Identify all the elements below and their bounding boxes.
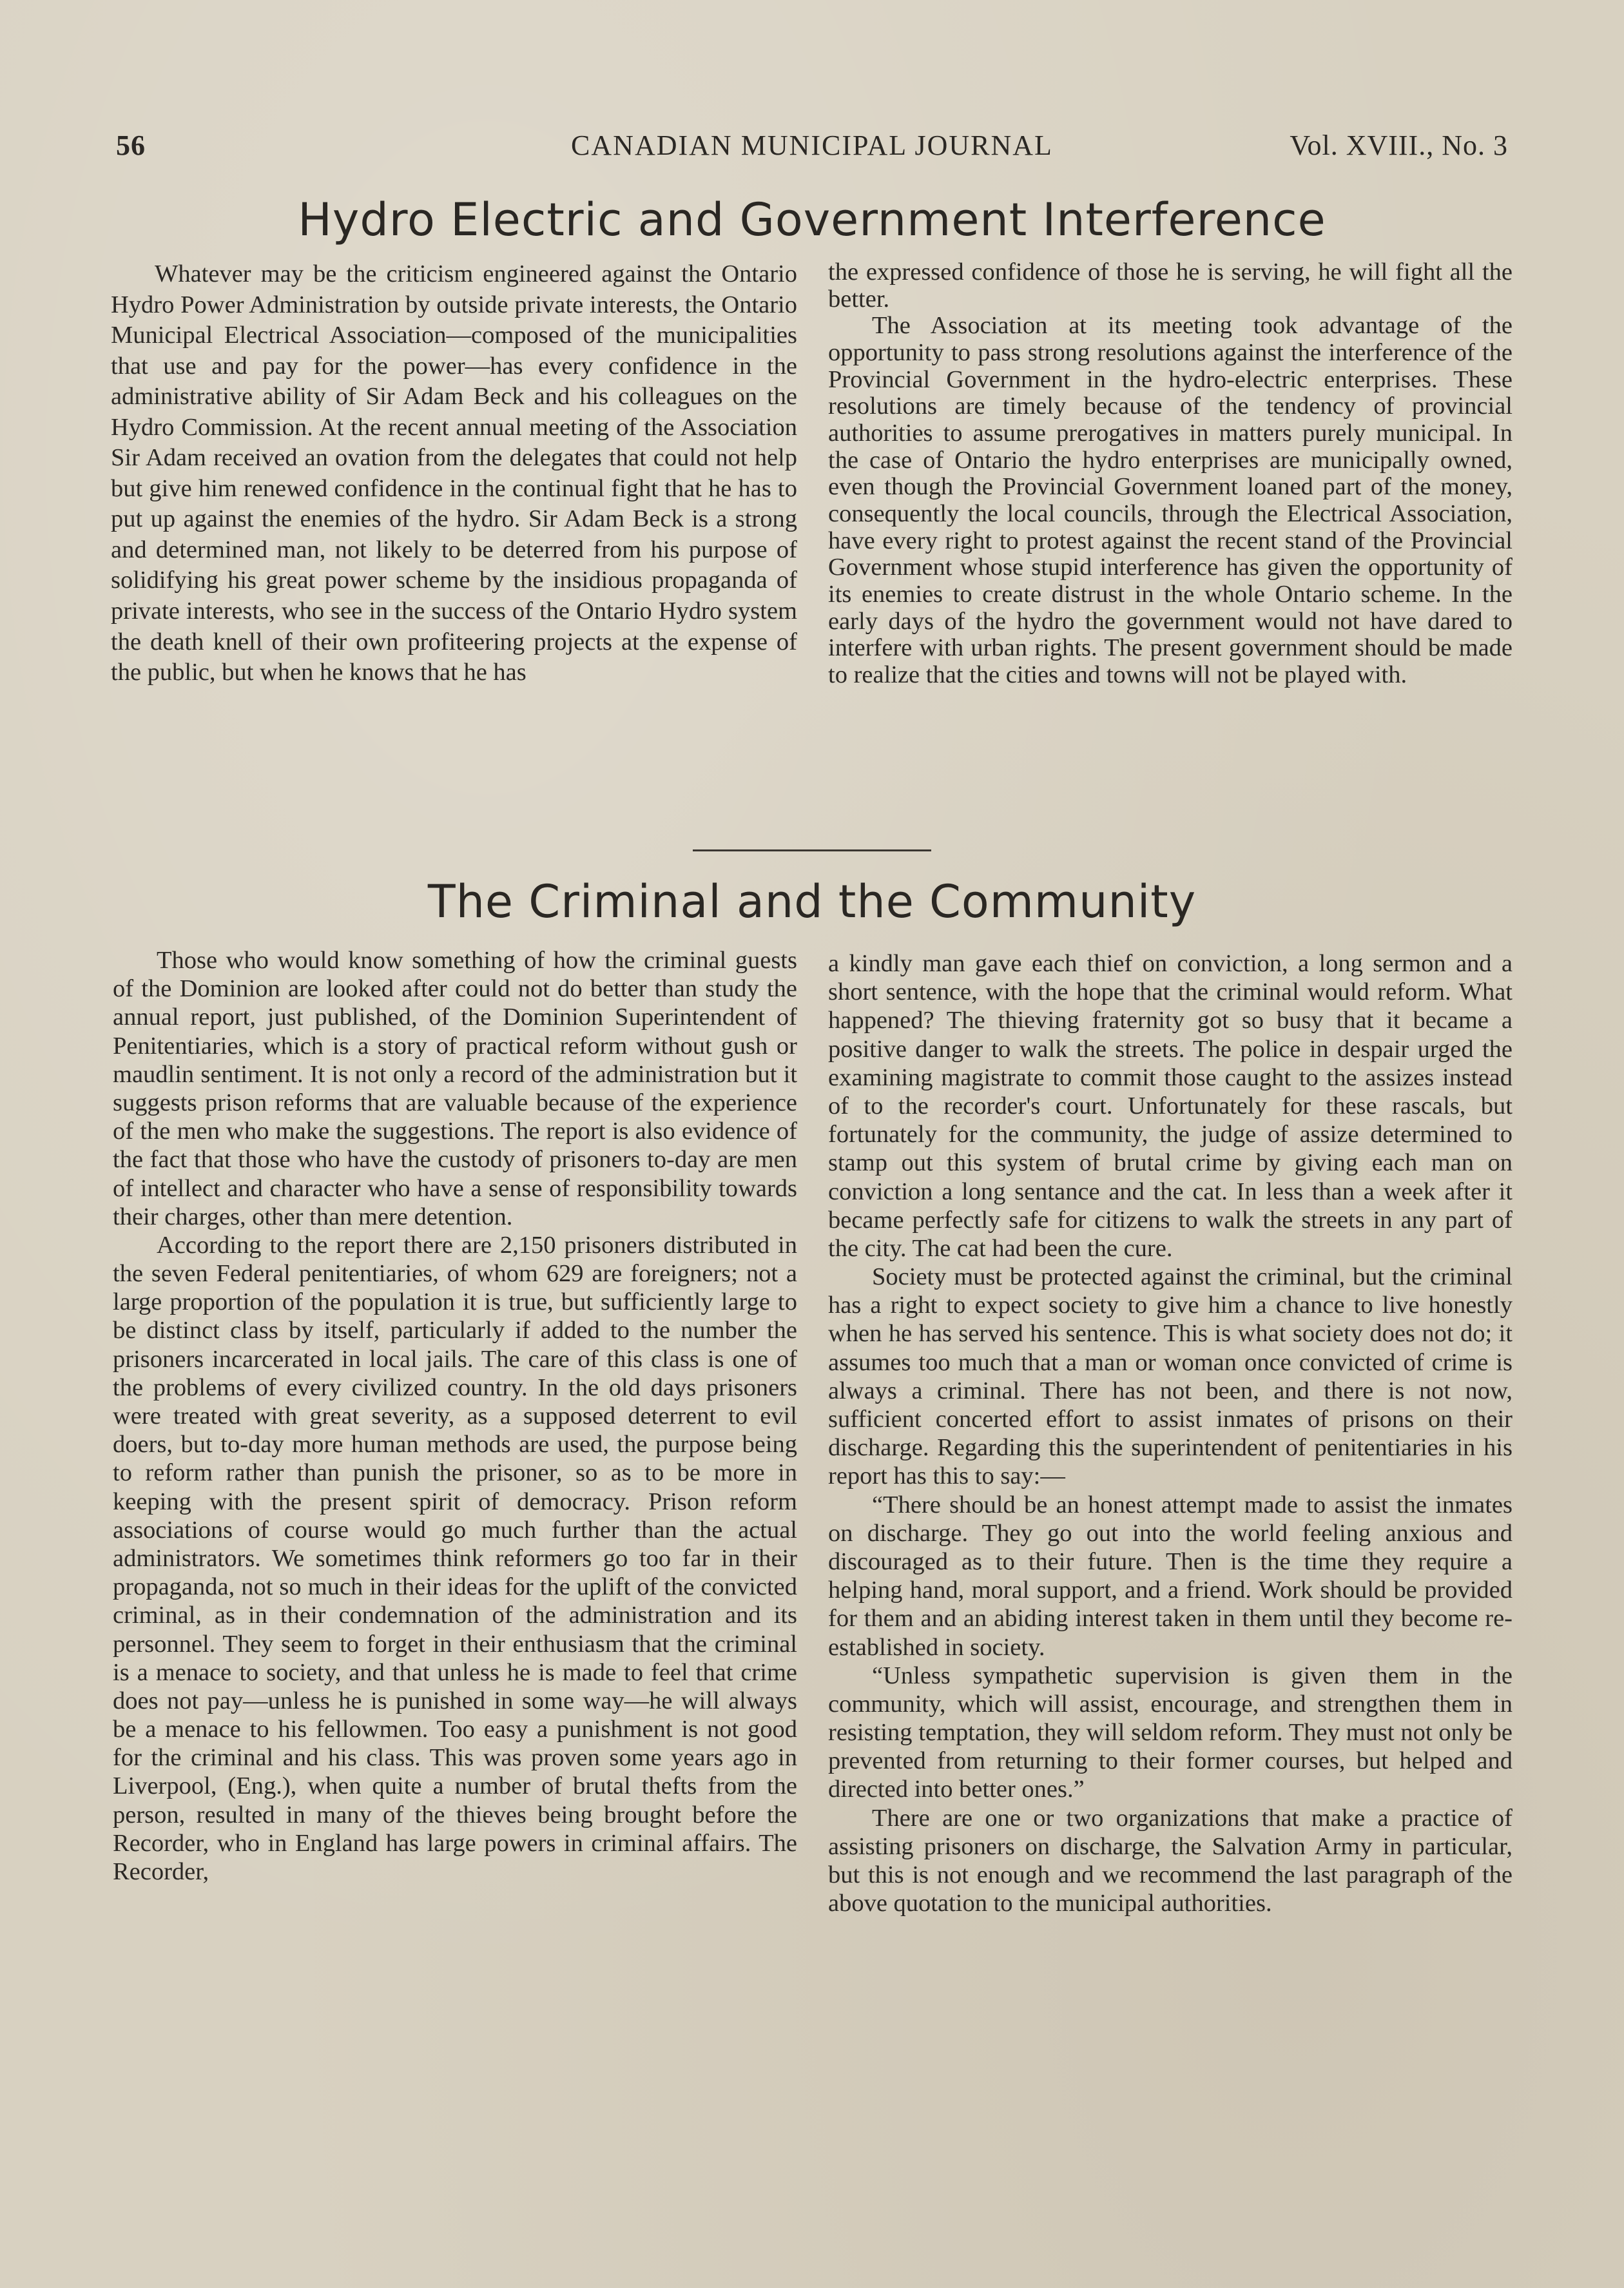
paragraph: There are one or two organizations that make a practice of assisting prisoners on discharge, the Salvation Army in particular, but this is not enough and we recommend the last paragraph of the above quotation to the municipal authorities.: [828, 1804, 1513, 1917]
article-title-hydro: Hydro Electric and Government Interference: [298, 193, 1326, 246]
paragraph: “Unless sympathetic supervision is given them in the community, which will assist, encourage, and strengthen them in resisting temptation, they will seldom reform. They must not only be prevented from returning to their former courses, but helped and directed into better ones.”: [828, 1662, 1513, 1803]
paragraph: Whatever may be the criticism engineered against the Ontario Hydro Power Administration by outside private interests, the Ontario Municipal Electrical Association—composed of the municipalities that use and pay for the power—has every confidence in the administrative ability of Sir Adam Beck and his colleagues on the Hydro Commission. At the recent annual meeting of the Association Sir Adam received an ovation from the delegates that could not help but give him renewed confidence in the continual fight that he has to put up against the enemies of the hydro. Sir Adam Beck is a strong and determined man, not likely to be deterred from his purpose of solidifying his great power scheme by the insidious propaganda of private interests, who see in the success of the Ontario Hydro system the death knell of their own profiteering projects at the expense of the public, but when he knows that he has: [111, 260, 797, 686]
paragraph: the expressed confidence of those he is serving, he will fight all the better.: [828, 258, 1513, 313]
article-criminal-right-column: [828, 949, 1513, 1917]
journal-title: CANADIAN MUNICIPAL JOURNAL: [571, 130, 1053, 161]
paragraph: According to the report there are 2,150 prisoners distributed in the seven Federal penitentiaries, of whom 629 are foreigners; not a large proportion of the population it is true, but sufficiently large to be distinct class by itself, particularly if added to the number the prisoners incarcerated in local jails. The care of this class is one of the problems of every civilized country. In the old days prisoners were treated with great severity, as a supposed deterrent to evil doers, but to-day more human methods are used, the purpose being to reform rather than punish the prisoner, so as to be more in keeping with the present spirit of democracy. Prison reform associations of course would go much further than the actual administrators. We sometimes think reformers go too far in their propaganda, not so much in their ideas for the uplift of the convicted criminal, as in their condemnation of the administration and its personnel. They seem to forget in their enthusiasm that the criminal is a menace to society, and that unless he is made to feel that crime does not pay—unless he is punished in some way—he will always be a menace to his fellowmen. Too easy a punishment is not good for the criminal and his class. This was proven some years ago in Liverpool, (Eng.), when quite a number of brutal thefts from the person, resulted in many of the thieves being brought before the Recorder, who in England has large powers in criminal affairs. The Recorder,: [113, 1231, 797, 1885]
paragraph: a kindly man gave each thief on conviction, a long sermon and a short sentence, with the hope that the criminal would reform. What happened? The thieving fraternity got so busy that it became a positive danger to walk the streets. The police in despair urged the examining magistrate to commit those caught to the assizes instead of to the recorder's court. Unfortunately for these rascals, but fortunately for the community, the judge of assize determined to stamp out this system of brutal crime by giving each man on conviction a long sentance and the cat. In less than a week after it became perfectly safe for citizens to walk the streets in any part of the city. The cat had been the cure.: [828, 950, 1513, 1262]
page-number: 56: [116, 130, 146, 161]
article-hydro-right-column: [828, 259, 1513, 689]
article-criminal-left-column: [113, 946, 797, 1886]
section-divider: [693, 849, 931, 851]
paragraph: “There should be an honest attempt made to assist the inmates on discharge. They go out into the world feeling anxious and discouraged as to their future. Then is the time they require a helping hand, moral support, and a friend. Work should be provided for them and an abiding interest taken in them until they become re-established in society.: [828, 1491, 1513, 1661]
paragraph: Society must be protected against the criminal, but the criminal has a right to expect society to give him a chance to live honestly when he has served his sentence. This is what society does not do; it assumes too much that a man or woman once convicted of crime is always a criminal. There has not been, and there is not now, sufficient concerted effort to assist inmates of prisons on their discharge. Regarding this the superintendent of penitentiaries in his report has this to say:—: [828, 1263, 1513, 1490]
article-hydro-left-column: [111, 259, 797, 688]
article-title-criminal: The Criminal and the Community: [427, 875, 1197, 928]
paragraph: Those who would know something of how the criminal guests of the Dominion are looked after could not do better than study the annual report, just published, of the Dominion Superintendent of Penitentiaries, which is a story of practical reform without gush or maudlin sentiment. It is not only a record of the administration but it suggests prison reforms that are valuable because of the experience of the men who make the suggestions. The report is also evidence of the fact that those who have the custody of prisoners to-day are men of intellect and character who have a sense of responsibility towards their charges, other than mere detention.: [113, 947, 797, 1230]
running-head: [116, 129, 1508, 168]
paragraph: The Association at its meeting took advantage of the opportunity to pass strong resolutions against the interference of the Provincial Government in the hydro-electric enterprises. These resolutions are timely because of the tendency of provincial authorities to assume prerogatives in matters purely municipal. In the case of Ontario the hydro enterprises are municipally owned, even though the Provincial Government loaned part of the money, consequently the local councils, through the Electrical Association, have every right to protest against the recent stand of the Provincial Government whose stupid interference has given the opportunity of its enemies to create distrust in the whole Ontario scheme. In the early days of the hydro the government would not have dared to interfere with urban rights. The present government should be made to realize that the cities and towns will not be played with.: [828, 312, 1513, 688]
volume-issue: Vol. XVIII., No. 3: [1290, 130, 1508, 161]
